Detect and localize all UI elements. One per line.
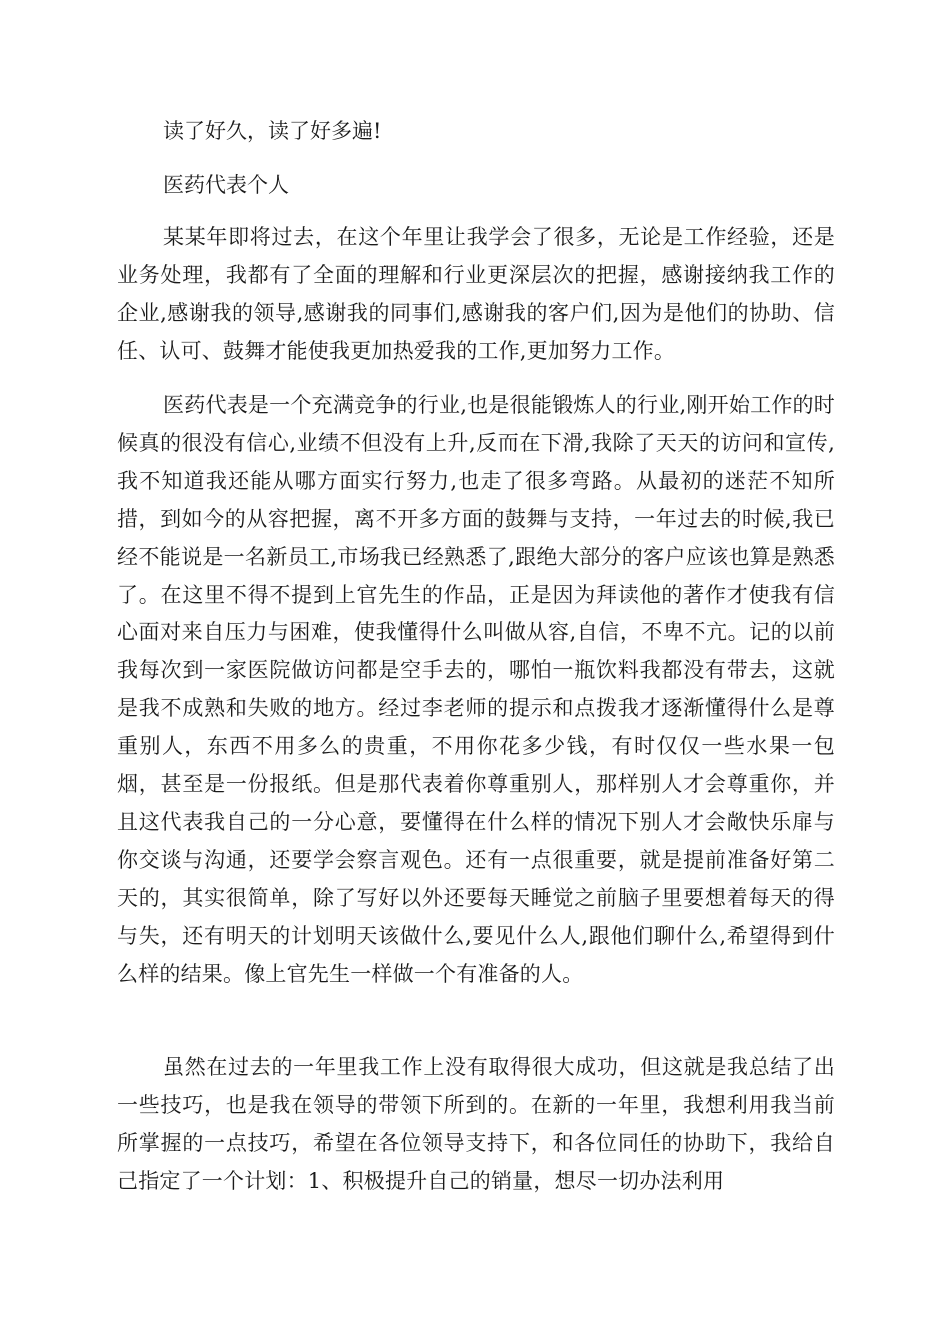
paragraph-plan: 虽然在过去的一年里我工作上没有取得很大成功，但这就是我总结了出一些技巧，也是我在领导的带领下所到的。在新的一年里，我想利用我当前所掌握的一点技巧，希望在各位领导支持下，和各位同任的协助下，我给自己指定了一个计划：1、积极提升自己的销量，想尽一切办法利用 <box>117 1055 835 1193</box>
document-title: 医药代表个人 <box>163 173 289 197</box>
paragraph-intro: 某某年即将过去，在这个年里让我学会了很多，无论是工作经验，还是业务处理，我都有了全面的理解和行业更深层次的把握，感谢接纳我工作的企业,感谢我的领导,感谢我的同事们,感谢我的客户们,因为是他们的协助、信任、认可、鼓舞才能使我更加热爱我的工作,更加努力工作。 <box>117 225 835 363</box>
intro-line: 读了好久，读了好多遍! <box>163 119 382 143</box>
paragraph-experience: 医药代表是一个充满竞争的行业,也是很能锻炼人的行业,刚开始工作的时候真的很没有信心,业绩不但没有上升,反而在下滑,我除了天天的访问和宣传,我不知道我还能从哪方面实行努力,也走了很多弯路。从最初的迷茫不知所措，到如今的从容把握，离不开多方面的鼓舞与支持，一年过去的时候,我已经不能说是一名新员工,市场我已经熟悉了,跟绝大部分的客户应该也算是熟悉了。在这里不得不提到上官先生的作品，正是因为拜读他的著作才使我有信心面对来自压力与困难，使我懂得什么叫做从容,自信，不卑不亢。记的以前我每次到一家医院做访问都是空手去的，哪怕一瓶饮料我都没有带去，这就是我不成熟和失败的地方。经过李老师的提示和点拨我才逐渐懂得什么是尊重别人，东西不用多么的贵重，不用你花多少钱，有时仅仅一些水果一包烟，甚至是一份报纸。但是那代表着你尊重别人，那样别人才会尊重你，并且这代表我自己的一分心意，要懂得在什么样的情况下别人才会敞快乐扉与你交谈与沟通，还要学会察言观色。还有一点很重要，就是提前准备好第二天的，其实很简单，除了写好以外还要每天睡觉之前脑子里要想着每天的得与失，还有明天的计划明天该做什么,要见什么人,跟他们聊什么,希望得到什么样的结果。像上官先生一样做一个有准备的人。 <box>117 393 835 986</box>
